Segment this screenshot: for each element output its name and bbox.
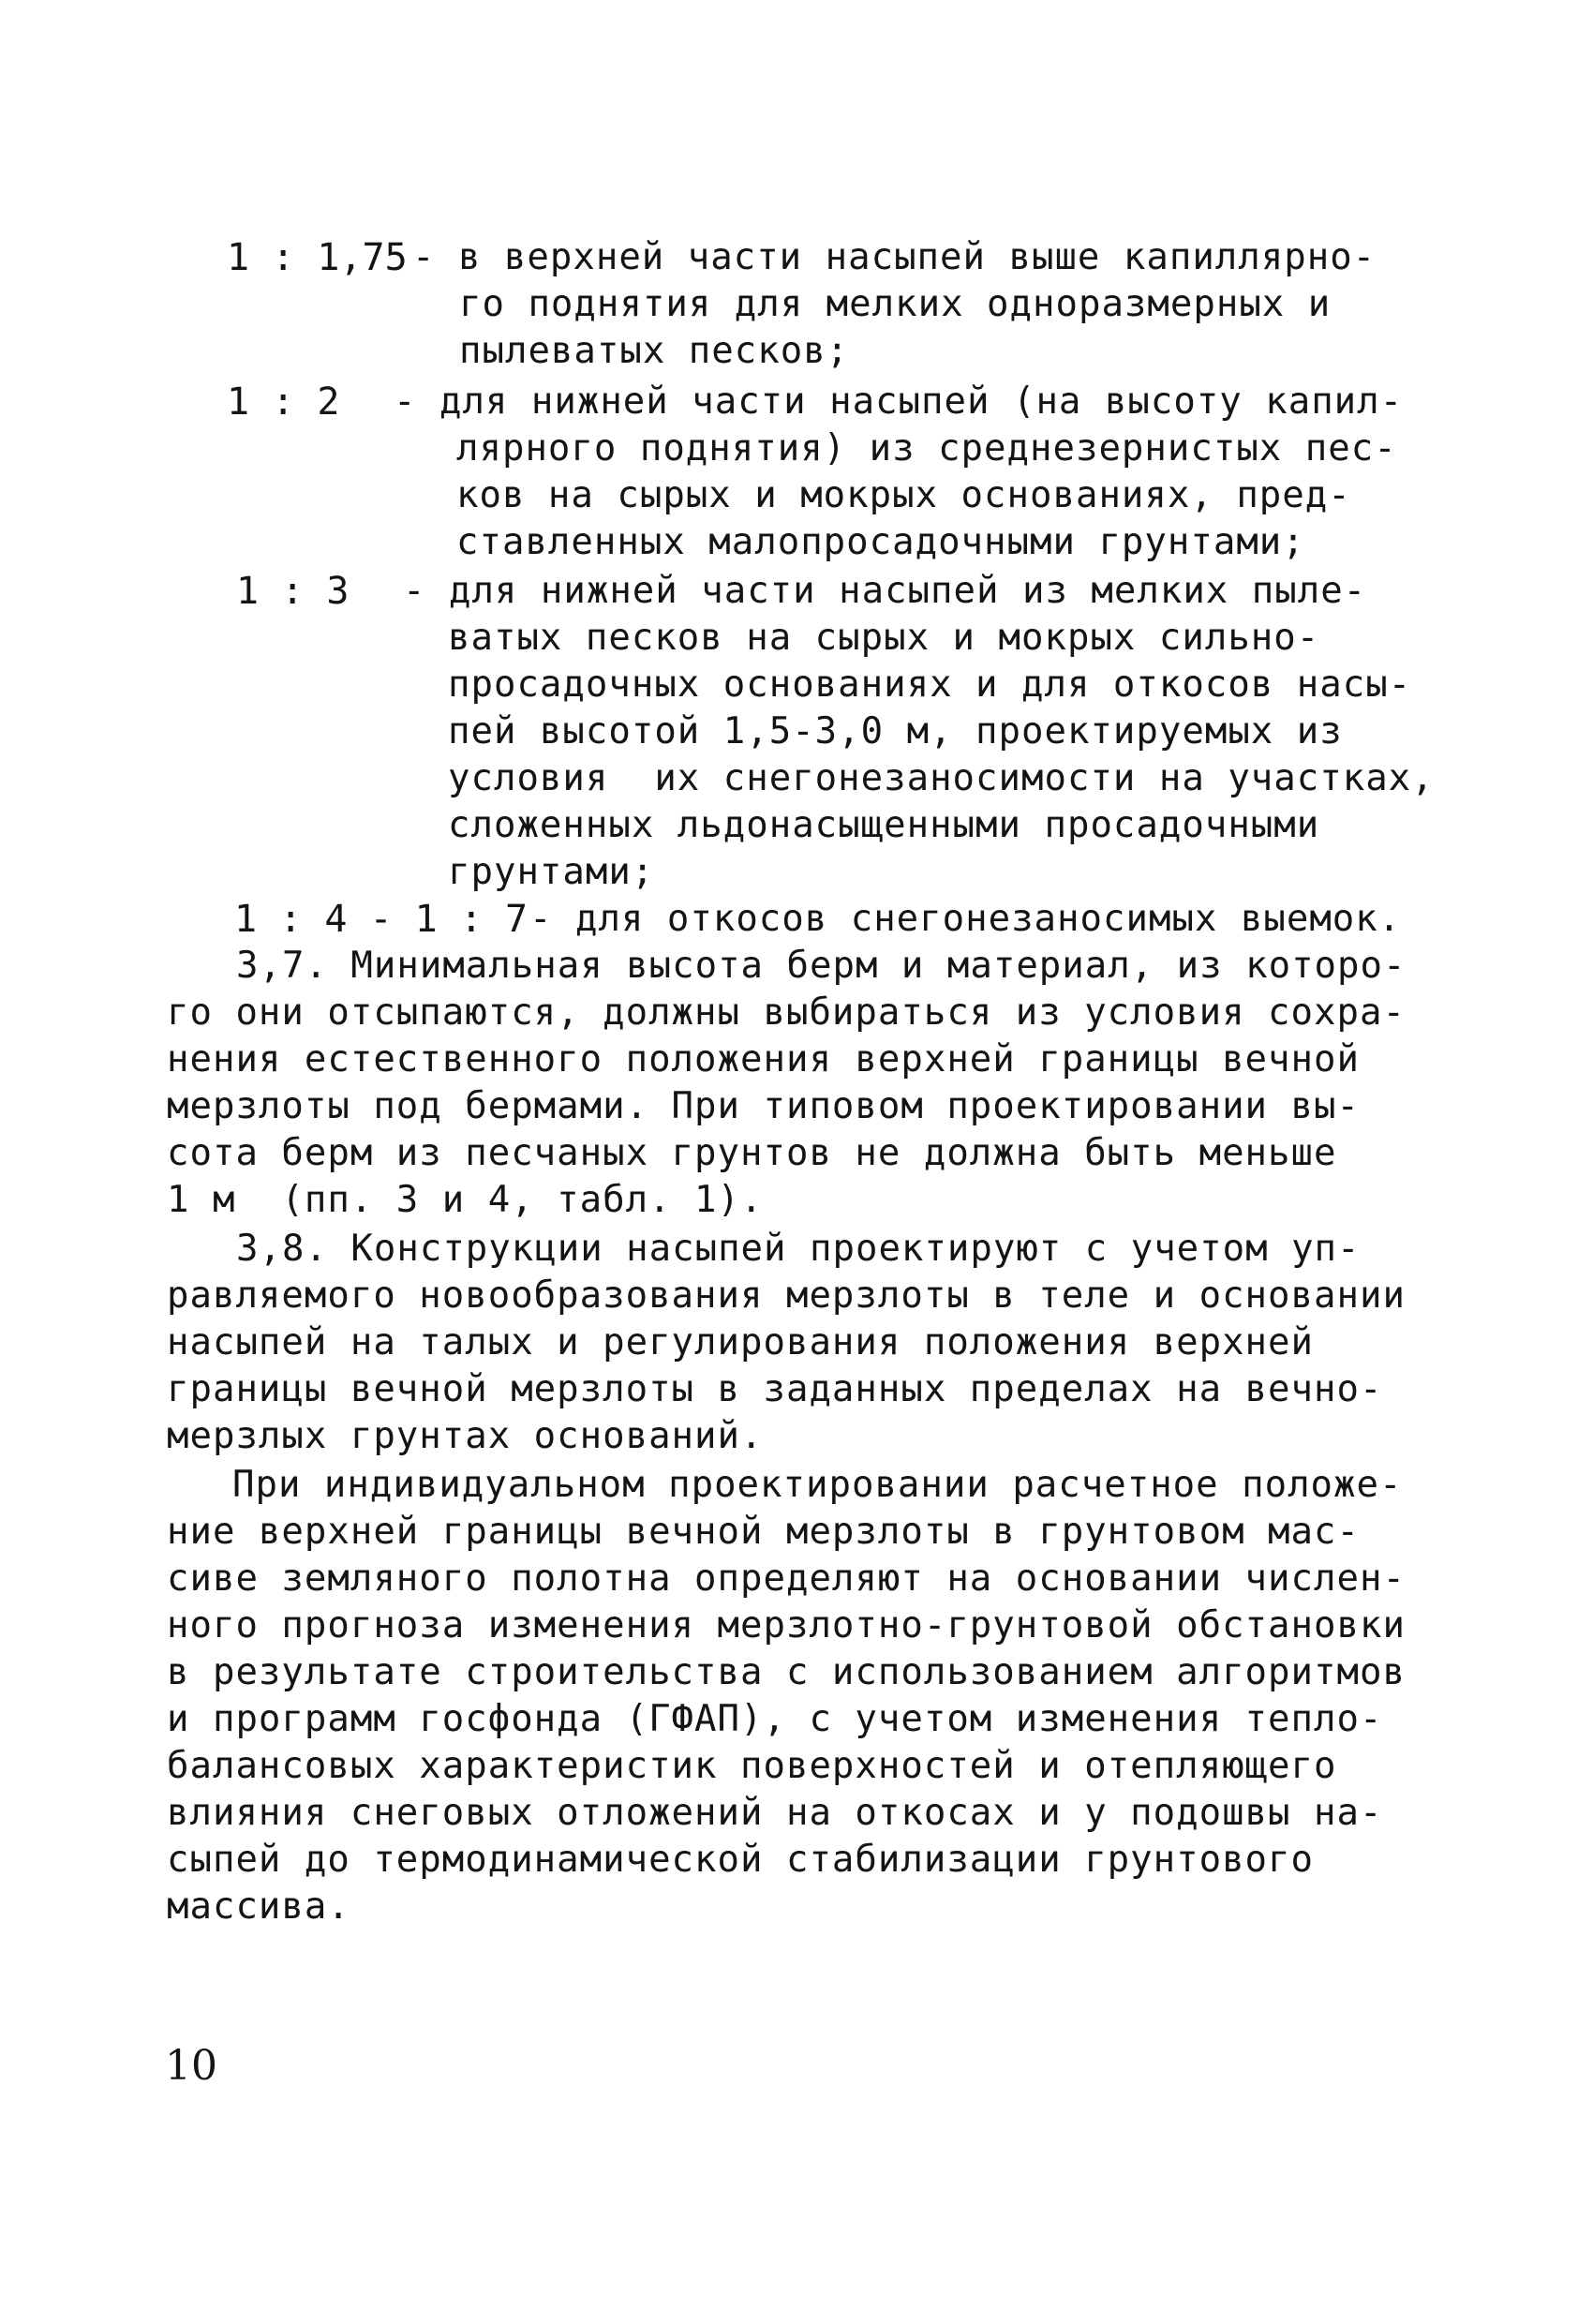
slope-ratio-4: 1 : 4 - 1 : 7 — [234, 898, 529, 941]
slope-text-1-line-2: го поднятия для мелких одноразмерных и — [459, 283, 1332, 325]
section-3-8-line-1: 3,8. Конструкции насыпей проектируют с учетом уп- — [236, 1228, 1361, 1270]
slope-ratio-1: 1 : 1,75 — [227, 236, 408, 279]
section-3-8-line-4: границы вечной мерзлоты в заданных пределах на вечно- — [167, 1368, 1383, 1410]
paragraph-line-9: сыпей до термодинамической стабилизации грунтового — [167, 1839, 1314, 1881]
slope-ratio-2: 1 : 2 — [227, 380, 340, 424]
section-3-7-line-6: 1 м (пп. 3 и 4, табл. 1). — [167, 1179, 764, 1221]
slope-text-1-line-3: пылеватых песков; — [459, 330, 850, 372]
section-3-7-line-5: сота берм из песчаных грунтов не должна быть меньше — [167, 1132, 1337, 1174]
slope-text-2-line-2: лярного поднятия) из среднезернистых пес- — [456, 427, 1397, 469]
slope-text-3-line-1: - для нижней части насыпей из мелких пыле- — [403, 570, 1367, 612]
paragraph-line-8: влияния снеговых отложений на откосах и у подошвы на- — [167, 1792, 1383, 1834]
paragraph-line-7: балансовых характеристик поверхностей и отепляющего — [167, 1745, 1337, 1787]
slope-text-3-line-5: условия их снегонезаносимости на участках, — [448, 757, 1435, 799]
paragraph-line-3: сиве земляного полотна определяют на основании числен- — [167, 1557, 1406, 1600]
paragraph-line-10: массива. — [167, 1885, 350, 1928]
slope-text-3-line-6: сложенных льдонасыщенными просадочными — [448, 804, 1320, 846]
paragraph-line-6: и программ госфонда (ГФАП), с учетом изменения тепло- — [167, 1698, 1383, 1740]
paragraph-line-5: в результате строительства с использованием алгоритмов — [167, 1651, 1406, 1693]
slope-text-3-line-4: пей высотой 1,5-3,0 м, проектируемых из — [448, 710, 1343, 752]
section-3-8-line-5: мерзлых грунтах оснований. — [167, 1415, 764, 1457]
slope-text-4-line-1: - для откосов снегонезаносимых выемок. — [529, 898, 1402, 940]
slope-text-3-line-2: ватых песков на сырых и мокрых сильно- — [448, 617, 1320, 659]
page-number: 10 — [165, 2042, 217, 2090]
slope-text-2-line-4: ставленных малопросадочными грунтами; — [456, 521, 1305, 563]
paragraph-line-1: При индивидуальном проектировании расчетное положе- — [232, 1464, 1403, 1506]
section-3-7-line-4: мерзлоты под бермами. При типовом проектировании вы- — [167, 1085, 1360, 1127]
paragraph-line-2: ние верхней границы вечной мерзлоты в грунтовом мас- — [167, 1511, 1360, 1553]
section-3-8-line-3: насыпей на талых и регулирования положения верхней — [167, 1321, 1314, 1363]
section-3-7-line-2: го они отсыпаются, должны выбираться из условия сохра- — [167, 991, 1406, 1034]
slope-text-2-line-1: - для нижней части насыпей (на высоту капил- — [394, 380, 1404, 423]
slope-text-3-line-7: грунтами; — [448, 851, 655, 893]
slope-ratio-3: 1 : 3 — [236, 570, 350, 613]
section-3-7-line-3: нения естественного положения верхней границы вечной — [167, 1038, 1360, 1080]
section-3-8-line-2: равляемого новообразования мерзлоты в теле и основании — [167, 1274, 1406, 1317]
section-3-7-line-1: 3,7. Минимальная высота берм и материал, из которо- — [236, 945, 1407, 987]
slope-text-2-line-3: ков на сырых и мокрых основаниях, пред- — [456, 474, 1351, 516]
slope-text-1-line-1: - в верхней части насыпей выше капиллярно- — [412, 236, 1377, 278]
slope-text-3-line-3: просадочных основаниях и для откосов насы- — [448, 663, 1412, 706]
paragraph-line-4: ного прогноза изменения мерзлотно-грунтовой обстановки — [167, 1604, 1406, 1646]
